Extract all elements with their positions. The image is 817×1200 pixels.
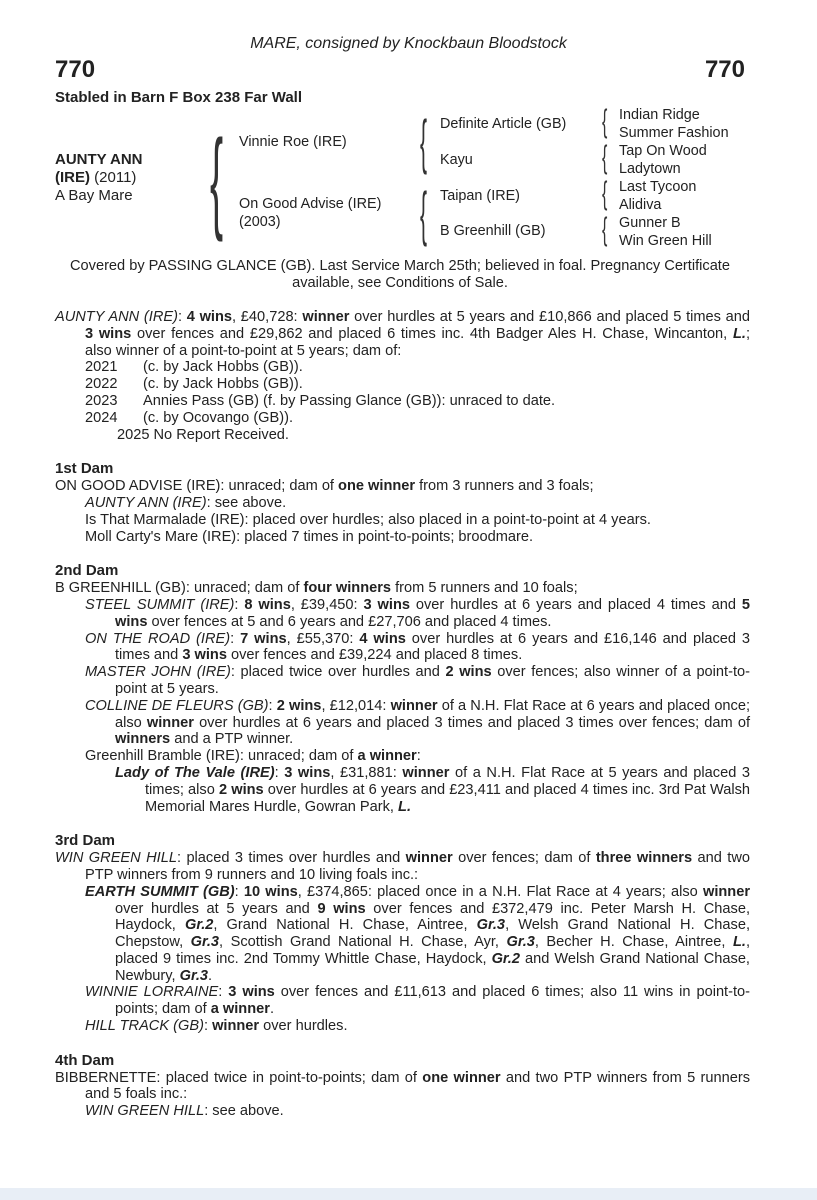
lot-number-left: 770 (55, 56, 96, 83)
text-run: : (177, 309, 187, 325)
text-bold: a winner (210, 1001, 270, 1018)
progeny-name: STEEL SUMMIT (IRE) (85, 596, 235, 613)
text-bold: 3 wins (228, 984, 275, 1001)
dam2-summary (55, 580, 750, 597)
text-run: and two PTP winners from 5 runners and 5 foals inc.: (85, 1069, 751, 1103)
text-grade: L. (732, 934, 746, 951)
text-bold: 3 wins (284, 764, 331, 781)
dam-name: WIN GREEN HILL (55, 850, 177, 867)
text-bold: 3 wins (182, 647, 227, 664)
text-run: and Welsh Grand National Chase, Newbury, (115, 950, 750, 984)
pedigree-dam-dam: B Greenhill (GB) (440, 223, 546, 239)
foal-row (55, 376, 750, 393)
text-run: : (230, 630, 241, 647)
text-run: and a PTP winner. (170, 731, 294, 748)
text-run: : placed 3 times over hurdles and (176, 850, 406, 867)
text-bold: one winner (338, 478, 416, 495)
produce-horse-name: AUNTY ANN (IRE) (55, 309, 178, 325)
text-bold: 4 wins (186, 309, 233, 325)
text-bold: 8 wins (244, 596, 291, 613)
text-grade: L. (732, 325, 746, 342)
text-run: , £374,865: placed once in a N.H. Flat Race at 4 years; also (297, 883, 703, 900)
horse-name: AUNTY ANN (55, 151, 143, 168)
horse-year: (2011) (90, 169, 137, 186)
pedigree-dam-sire: Taipan (IRE) (440, 188, 520, 204)
text-bold: winner (212, 1018, 260, 1035)
text-run: over fences and £372,479 inc. Peter Marsh H. Chase, Haydock, (115, 900, 750, 934)
text-run: B GREENHILL (GB): unraced; dam of (55, 580, 304, 597)
text-run: : see above. (206, 494, 287, 511)
text-bold: winner (390, 697, 438, 714)
text-grade: L. (398, 798, 412, 815)
stabling-location: Stabled in Barn F Box 238 Far Wall (55, 89, 303, 106)
foal-text: (c. by Ocovango (GB)). (143, 409, 294, 426)
produce-record (55, 309, 750, 359)
pedigree-brace-g1: { (602, 103, 608, 139)
dam2-grandprogeny (55, 765, 750, 815)
text-run: : (234, 883, 244, 900)
text-run: ; also winner of a point-to-point at 5 years; dam of: (85, 325, 750, 359)
text-run: : (203, 1018, 213, 1035)
text-bold: 5 wins (115, 596, 751, 630)
text-run: ON GOOD ADVISE (IRE): unraced; dam of (55, 478, 339, 495)
text-run: , £40,728: (232, 309, 303, 325)
text-run: over hurdles at 5 years and (115, 900, 318, 917)
pedigree-brace-dam: { (420, 180, 428, 247)
dam2-progeny (55, 597, 750, 631)
text-run: : (234, 596, 245, 613)
text-bold: winner (302, 309, 350, 325)
text-run: over fences; also winner of a point-to-point at 5 years. (115, 664, 750, 697)
text-bold: 7 wins (240, 630, 287, 647)
text-run: , £55,370: (286, 630, 360, 647)
foal-year: 2021 (85, 359, 118, 376)
progeny-name: HILL TRACK (GB) (85, 1018, 204, 1035)
text-bold: 10 wins (243, 883, 298, 900)
text-run: : (218, 984, 229, 1001)
catalogue-body (55, 309, 750, 1120)
text-bold: four winners (303, 580, 392, 597)
text-run: , placed 9 times inc. 2nd Tommy Whittle Chase, Haydock, (115, 934, 750, 967)
text-bold: winners (115, 731, 171, 748)
lot-number-right: 770 (704, 56, 745, 83)
foal-row (55, 359, 750, 376)
progeny-name: ON THE ROAD (IRE) (85, 630, 231, 647)
consignor-caption: MARE, consigned by Knockbaun Bloodstock (250, 35, 567, 52)
dam2-progeny (55, 664, 750, 698)
foal-row (55, 393, 750, 410)
pedigree-g3: Tap On Wood (619, 143, 707, 159)
text-run: : see above. (204, 1103, 284, 1120)
pedigree-brace-g2: { (602, 139, 608, 175)
foal-text: (c. by Jack Hobbs (GB)). (143, 376, 303, 393)
text-bold: 2 wins (218, 781, 264, 798)
horse-description: A Bay Mare (55, 187, 133, 204)
text-grade: Gr.3 (179, 967, 209, 984)
foal-year: 2024 (85, 409, 118, 426)
dam3-summary (55, 850, 750, 884)
text-run: , Grand National H. Chase, Aintree, (213, 917, 477, 934)
covering-note: Covered by PASSING GLANCE (GB). Last Service March 25th; believed in foal. Pregnancy Certificate available, see Conditions of Sale. (70, 258, 730, 291)
text-run: over fences and £11,613 and placed 6 times; also 11 wins in point-to-points; dam of (115, 984, 751, 1018)
pedigree-dam-line1: On Good Advise (IRE) (239, 196, 382, 212)
pedigree-g7: Gunner B (619, 215, 681, 231)
text-run: . (269, 1001, 274, 1018)
foal-row (55, 410, 750, 427)
progeny-name: EARTH SUMMIT (GB) (85, 883, 235, 900)
dam1-progeny: Moll Carty's Mare (IRE): placed 7 times in point-to-points; broodmare. (85, 528, 534, 545)
dam4-progeny (55, 1103, 750, 1120)
text-bold: 2 wins (276, 697, 322, 714)
foal-text: (c. by Jack Hobbs (GB)). (143, 359, 303, 376)
dam3-progeny (55, 984, 750, 1018)
pedigree-brace-main: { (210, 117, 224, 242)
text-grade: Gr.3 (190, 934, 220, 951)
pedigree-g4: Ladytown (619, 161, 681, 177)
pedigree-dam-line2: (2003) (239, 214, 281, 230)
text-run: . (208, 967, 213, 984)
text-run: over hurdles at 6 years and placed 4 times and (409, 596, 742, 613)
dam1-progeny (55, 495, 750, 512)
pedigree-g1: Indian Ridge (619, 107, 700, 123)
no-report-note: 2025 No Report Received. (117, 426, 289, 443)
text-bold: 9 wins (317, 900, 366, 917)
progeny-name: AUNTY ANN (IRE) (85, 494, 207, 511)
text-run: of a N.H. Flat Race at 5 years and placed 3 times; also (145, 764, 751, 798)
text-run: over fences and £29,862 and placed 6 times inc. 4th Badger Ales H. Chase, Wincanton, (131, 325, 733, 342)
pedigree-g8: Win Green Hill (619, 233, 712, 249)
progeny-name: WIN GREEN HILL (85, 1103, 205, 1120)
text-run: , Becher H. Chase, Aintree, (534, 934, 733, 951)
dam4-summary (55, 1070, 750, 1104)
dam3-progeny (55, 1018, 750, 1035)
dam3-progeny (55, 884, 750, 985)
text-bold: winner (702, 883, 750, 900)
text-bold: 4 wins (359, 630, 406, 647)
pedigree-g5: Last Tycoon (619, 179, 697, 195)
text-run: , £31,881: (330, 764, 403, 781)
dam2-progeny (55, 748, 750, 765)
dam2-progeny (55, 698, 750, 748)
progeny-name: WINNIE LORRAINE (85, 984, 219, 1001)
text-run: BIBBERNETTE: placed twice in point-to-points; dam of (55, 1069, 423, 1086)
text-run: : (416, 748, 421, 765)
section-heading-2nd-dam: 2nd Dam (55, 562, 119, 580)
text-run: over fences and £39,224 and placed 8 times. (226, 647, 523, 664)
text-run: , £39,450: (290, 596, 364, 613)
foal-year: 2023 (85, 392, 118, 409)
dam1-summary (55, 478, 750, 495)
progeny-name: MASTER JOHN (IRE) (85, 664, 231, 681)
text-bold: 3 wins (363, 596, 410, 613)
text-run: over fences; dam of (452, 850, 596, 867)
text-bold: winner (405, 850, 453, 867)
text-run: over fences at 5 and 6 years and £27,706 and placed 4 times. (147, 613, 552, 630)
foal-text: Annies Pass (GB) (f. by Passing Glance (GB)): unraced to date. (143, 392, 556, 409)
text-grade: Gr.3 (506, 934, 535, 951)
dam1-progeny: Is That Marmalade (IRE): placed over hurdles; also placed in a point-to-point at 4 years. (85, 511, 651, 528)
section-heading-3rd-dam: 3rd Dam (55, 832, 116, 850)
pedigree-g2: Summer Fashion (619, 125, 729, 141)
text-run: : (274, 764, 285, 781)
pedigree-brace-g4: { (602, 211, 608, 247)
section-heading-1st-dam: 1st Dam (55, 460, 114, 478)
text-bold: winner (146, 714, 194, 731)
section-heading-4th-dam: 4th Dam (55, 1051, 115, 1069)
text-run: from 3 runners and 3 foals; (415, 478, 594, 495)
pedigree-sire-sire: Definite Article (GB) (440, 116, 567, 132)
horse-country: (IRE) (55, 169, 90, 186)
pedigree-g6: Alidiva (619, 197, 662, 213)
text-run: and two PTP winners from 9 runners and 10 living foals inc.: (85, 850, 750, 883)
text-run: over hurdles at 6 years and placed 3 times and placed 3 times over fences; dam of (193, 714, 750, 731)
text-bold: 2 wins (445, 664, 492, 681)
text-bold: winner (402, 764, 450, 781)
horse-origin-year (55, 169, 136, 186)
text-run: , Scottish Grand National H. Chase, Ayr, (219, 934, 507, 951)
foal-year: 2022 (85, 376, 118, 393)
text-run: : placed twice over hurdles and (230, 664, 446, 681)
progeny-name: COLLINE DE FLEURS (GB) (85, 697, 269, 714)
text-grade: Gr.2 (184, 917, 214, 934)
text-run: over hurdles. (259, 1018, 348, 1035)
text-run: from 5 runners and 10 foals; (391, 580, 578, 597)
text-run: of a N.H. Flat Race at 6 years and placed once; also (115, 697, 751, 731)
progeny-name: Lady of The Vale (IRE) (115, 764, 275, 781)
text-run: over hurdles at 6 years and £16,146 and placed 3 times and (115, 630, 751, 664)
text-run: : (268, 697, 277, 714)
text-bold: one winner (422, 1069, 501, 1086)
text-grade: Gr.2 (491, 950, 520, 967)
pedigree-sire: Vinnie Roe (IRE) (239, 134, 347, 150)
text-bold: a winner (357, 748, 417, 765)
text-run: , Welsh Grand National H. Chase, Chepstow, (115, 917, 750, 951)
text-run: over hurdles at 6 years and £23,411 and placed 4 times inc. 3rd Pat Walsh Memorial Mares Hurdle, Gowran Park, (145, 781, 750, 815)
text-grade: Gr.3 (476, 917, 506, 934)
pedigree-brace-sire: { (420, 108, 428, 175)
pedigree-sire-dam: Kayu (440, 152, 473, 168)
dam2-progeny (55, 631, 750, 665)
text-run: Greenhill Bramble (IRE): unraced; dam of (85, 748, 358, 765)
text-run: , £12,014: (321, 697, 391, 714)
text-run: over hurdles at 5 years and £10,866 and placed 5 times and (349, 309, 751, 325)
pedigree-brace-g3: { (602, 175, 608, 211)
page-bottom-edge (0, 1188, 817, 1200)
text-bold: 3 wins (85, 325, 132, 342)
text-bold: three winners (595, 850, 693, 867)
